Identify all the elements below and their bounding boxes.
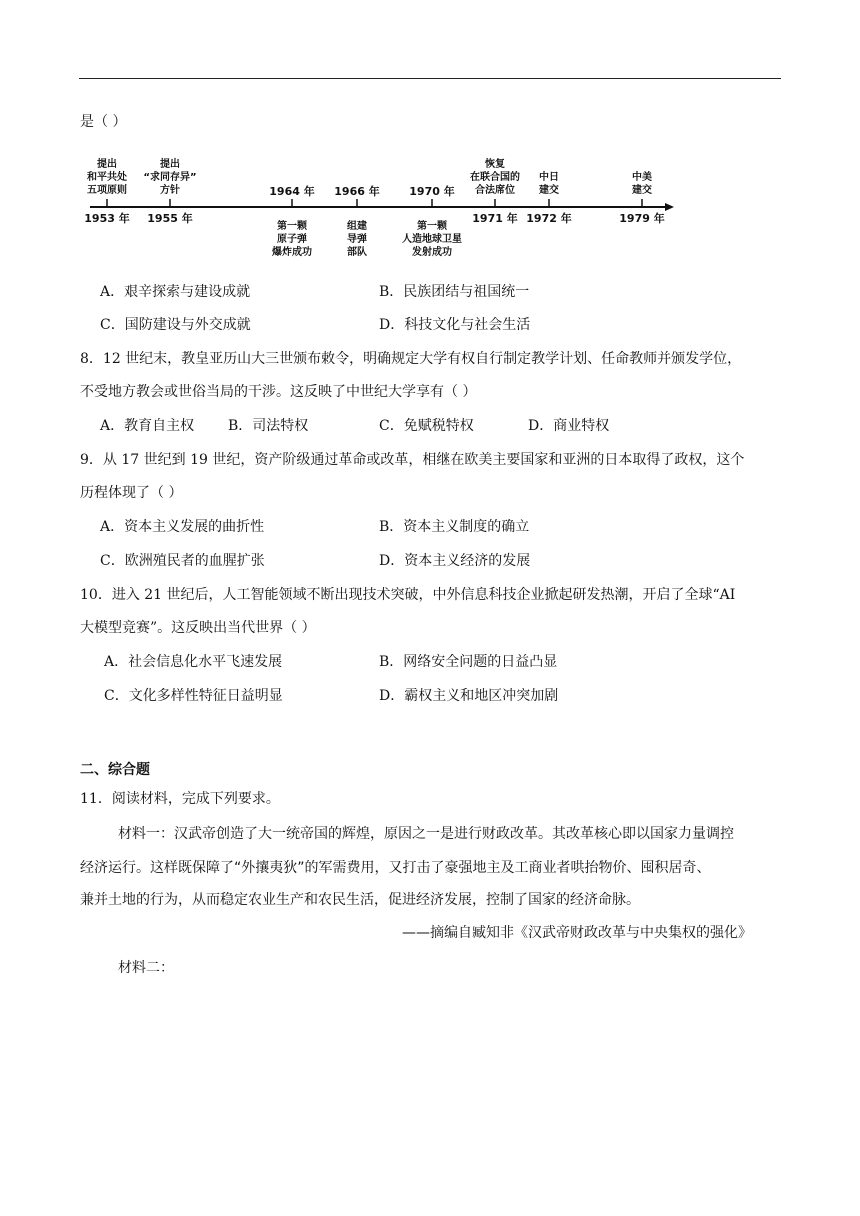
timeline-event-label: 中美 [632, 172, 652, 183]
q7-option-c: C．国防建设与外交成就 [100, 317, 251, 333]
timeline-event-label: 提出 [97, 159, 117, 170]
q7-stem-tail: 是（ ） [80, 114, 127, 130]
timeline-event-label: 合法席位 [475, 185, 515, 196]
timeline-event-label: 发射成功 [412, 247, 452, 258]
timeline-event-label: 在联合国的 [470, 172, 520, 183]
q10-line-1: 10．进入 21 世纪后，人工智能领域不断出现技术突破，中外信息科技企业掀起研发热潮，开启了全球“AI [80, 587, 736, 603]
q10-option-d: D．霸权主义和地区冲突加剧 [379, 688, 559, 704]
q9-option-c: C．欧洲殖民者的血腥扩张 [100, 553, 265, 569]
q8-option-b: B．司法特权 [228, 418, 309, 434]
timeline-event-label: 导弹 [347, 234, 367, 245]
q7-option-a: A．艰辛探索与建设成就 [100, 284, 251, 300]
timeline-event-label: 建交 [632, 185, 652, 196]
q10-option-c: C．文化多样性特征日益明显 [104, 688, 283, 704]
q8-line-2: 不受地方教会或世俗当局的干涉。这反映了中世纪大学享有（ ） [80, 384, 477, 400]
timeline-event-label: 爆炸成功 [272, 247, 312, 258]
timeline-arrow [665, 203, 674, 211]
timeline-event-label: 第一颗 [417, 221, 447, 232]
header-rule [79, 78, 781, 79]
timeline-event-label: 提出 [160, 159, 180, 170]
timeline-year: 1979 年 [619, 212, 665, 225]
timeline-year: 1955 年 [147, 212, 193, 225]
timeline-event-label: “求同存异” [143, 172, 197, 183]
section-heading: 二、综合题 [80, 762, 150, 778]
timeline-event-label: 原子弹 [277, 234, 307, 245]
timeline-event-label: 建交 [539, 185, 559, 196]
material-1-line-1: 材料一：汉武帝创造了大一统帝国的辉煌，原因之一是进行财政改革。其改革核心即以国家力量调控 [118, 826, 734, 842]
timeline-event-label: 方针 [160, 185, 180, 196]
material-1-line-2: 经济运行。这样既保障了“外攘夷狄”的军需费用，又打击了豪强地主及工商业者哄抬物价、囤积居奇、 [80, 860, 711, 876]
material-1-source: ——摘编自臧知非《汉武帝财政改革与中央集权的强化》 [402, 925, 752, 941]
timeline-event-label: 和平共处 [87, 172, 127, 183]
timeline-year: 1972 年 [526, 212, 572, 225]
q8-option-c: C．免赋税特权 [379, 418, 474, 434]
timeline-year: 1970 年 [409, 185, 455, 198]
q7-option-d: D．科技文化与社会生活 [379, 317, 531, 333]
q8-option-a: A．教育自主权 [100, 418, 195, 434]
timeline-year: 1966 年 [334, 185, 380, 198]
timeline-figure [80, 150, 680, 270]
timeline-event-label: 部队 [347, 247, 367, 258]
timeline-event-label: 五项原则 [87, 185, 127, 196]
timeline-year: 1953 年 [84, 212, 130, 225]
timeline-year: 1964 年 [269, 185, 315, 198]
q8-line-1: 8．12 世纪末，教皇亚历山大三世颁布敕令，明确规定大学有权自行制定教学计划、任命教师并颁发学位， [80, 351, 742, 367]
material-1-line-3: 兼并土地的行为，从而稳定农业生产和农民生活，促进经济发展，控制了国家的经济命脉。 [80, 892, 640, 908]
timeline-event-label: 恢复 [485, 159, 505, 170]
q9-option-b: B．资本主义制度的确立 [379, 519, 530, 535]
q8-option-d: D．商业特权 [528, 418, 610, 434]
timeline-year: 1971 年 [472, 212, 518, 225]
q9-line-1: 9．从 17 世纪到 19 世纪，资产阶级通过革命或改革，相继在欧美主要国家和亚洲的日本取得了政权，这个 [80, 452, 745, 468]
q10-option-b: B．网络安全问题的日益凸显 [379, 654, 558, 670]
q9-option-d: D．资本主义经济的发展 [379, 553, 531, 569]
q9-option-a: A．资本主义发展的曲折性 [100, 519, 265, 535]
timeline-event-label: 人造地球卫星 [402, 234, 462, 245]
q10-option-a: A．社会信息化水平飞速发展 [104, 654, 283, 670]
timeline-event-label: 中日 [539, 172, 559, 183]
q11-stem: 11．阅读材料，完成下列要求。 [80, 791, 280, 807]
material-2-label: 材料二： [118, 960, 174, 976]
timeline-event-label: 第一颗 [277, 221, 307, 232]
q9-line-2: 历程体现了（ ） [80, 485, 183, 501]
q7-option-b: B．民族团结与祖国统一 [379, 284, 530, 300]
timeline-event-label: 组建 [347, 221, 367, 232]
q10-line-2: 大模型竞赛”。这反映出当代世界（ ） [80, 620, 316, 636]
